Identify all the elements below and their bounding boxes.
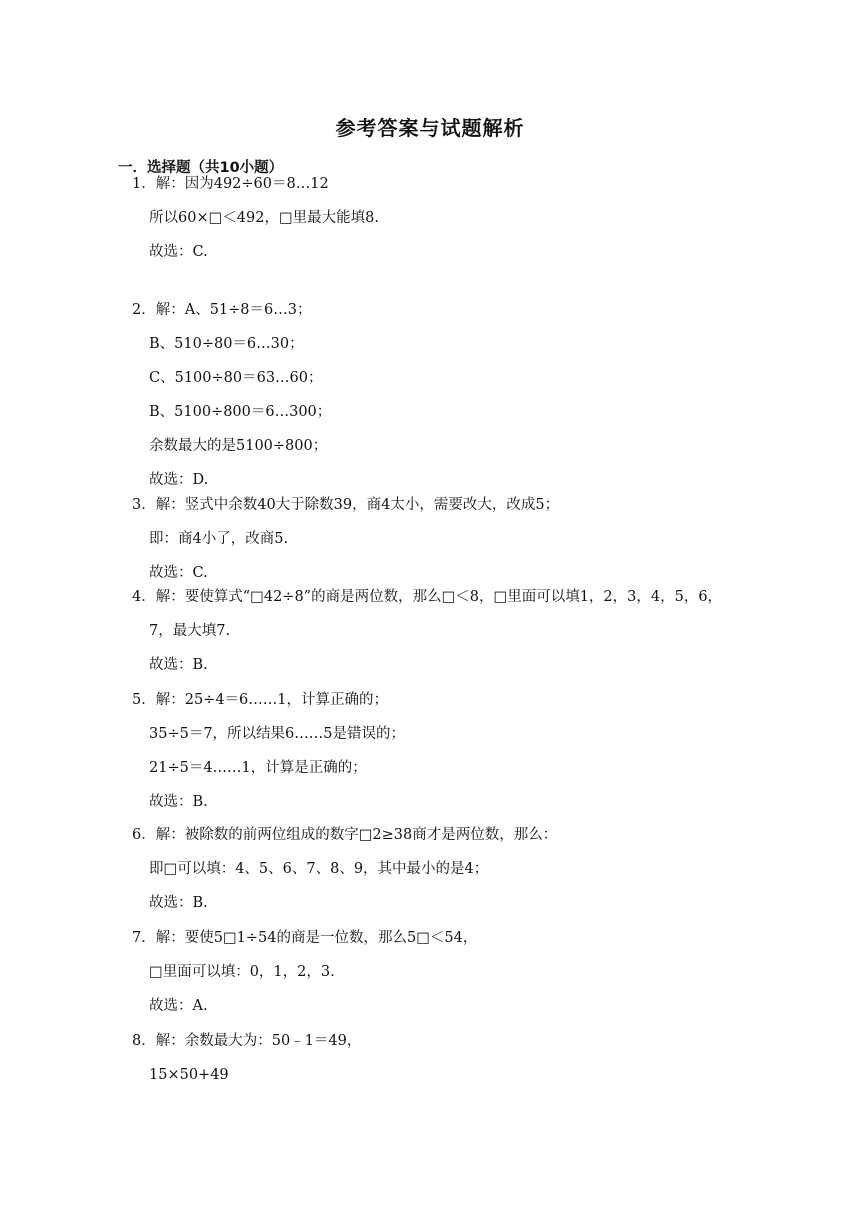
- question-6-solution-line-2: 即□可以填：4、5、6、7、8、9，其中最小的是4；: [149, 861, 489, 877]
- question-3-solution-line-2: 即：商4小了，改商5.: [149, 531, 289, 547]
- page-title: 参考答案与试题解析: [335, 116, 525, 140]
- question-2-solution-line-4: B、5100÷800＝6…300；: [149, 404, 332, 420]
- question-7-solution-line-1: [132, 928, 477, 948]
- question-7-solution-line-2: □里面可以填：0，1，2，3.: [149, 964, 335, 980]
- solution-text: 解：25÷4＝6……1，计算正确的；: [155, 692, 389, 708]
- solution-text: 解：余数最大为：50﹣1＝49，: [155, 1033, 362, 1049]
- question-8-solution-line-2: 15×50+49: [149, 1067, 229, 1083]
- question-2-solution-line-6: 故选：D.: [149, 472, 209, 488]
- question-2-solution-line-5: 余数最大的是5100÷800；: [149, 438, 328, 454]
- question-8-solution-line-1: [132, 1031, 361, 1051]
- question-4-solution-line-3: 故选：B.: [149, 657, 208, 673]
- question-number: 8．: [132, 1033, 156, 1049]
- question-2-solution-line-2: B、510÷80＝6…30；: [149, 336, 304, 352]
- question-3-solution-line-3: 故选：C.: [149, 565, 208, 581]
- question-7-solution-line-3: 故选：A.: [149, 998, 208, 1014]
- question-5-solution-line-3: 21÷5＝4……1，计算是正确的；: [149, 760, 367, 776]
- question-number: 5．: [132, 692, 156, 708]
- question-4-solution-line-2: 7，最大填7.: [149, 623, 231, 639]
- question-5-solution-line-4: 故选：B.: [149, 794, 208, 810]
- solution-text: 解：因为492÷60＝8…12: [155, 176, 329, 192]
- question-number: 6．: [132, 827, 156, 843]
- question-1-solution-line-1: [132, 174, 329, 194]
- question-4-solution-line-1: [132, 587, 722, 607]
- solution-text: 解：竖式中余数40大于除数39，商4太小，需要改大，改成5；: [155, 497, 560, 513]
- question-number: 1．: [132, 176, 156, 192]
- solution-text: 解：要使算式“□42÷8”的商是两位数，那么□＜8，□里面可以填1，2，3，4，5，6，: [155, 589, 723, 605]
- solution-text: 解：A、51÷8＝6…3；: [155, 302, 312, 318]
- question-6-solution-line-3: 故选：B.: [149, 895, 208, 911]
- question-number: 4．: [132, 589, 156, 605]
- question-1-solution-line-2: 所以60×□＜492，□里最大能填8.: [149, 210, 380, 226]
- question-number: 2．: [132, 302, 156, 318]
- question-1-solution-line-3: 故选：C.: [149, 244, 208, 260]
- question-2-solution-line-1: [132, 300, 311, 320]
- question-number: 3．: [132, 497, 156, 513]
- question-3-solution-line-1: [132, 495, 559, 515]
- solution-text: 解：要使5□1÷54的商是一位数，那么5□＜54，: [155, 930, 478, 946]
- section-heading: 一．选择题（共10小题）: [118, 160, 284, 176]
- question-5-solution-line-1: [132, 690, 388, 710]
- question-number: 7．: [132, 930, 156, 946]
- question-6-solution-line-1: [132, 825, 557, 845]
- question-2-solution-line-3: C、5100÷80＝63…60；: [149, 370, 323, 386]
- solution-text: 解：被除数的前两位组成的数字□2≥38商才是两位数，那么：: [155, 827, 558, 843]
- question-5-solution-line-2: 35÷5＝7，所以结果6……5是错误的；: [149, 726, 406, 742]
